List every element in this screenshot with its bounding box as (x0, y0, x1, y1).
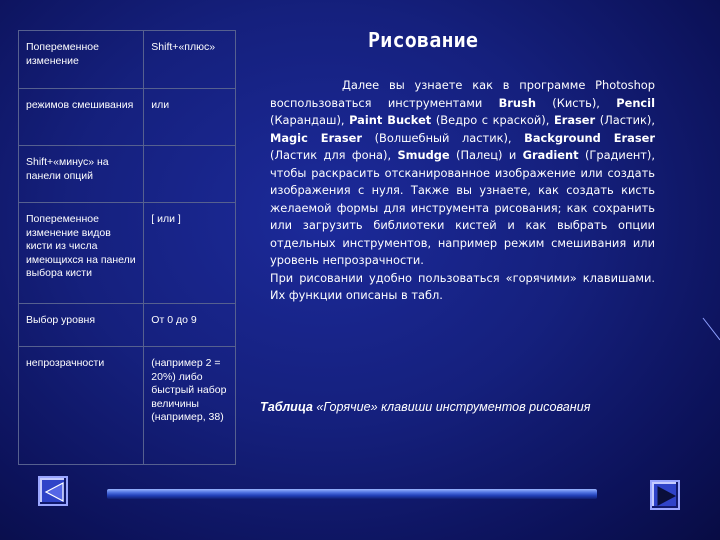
table-cell: [ или ] (144, 203, 236, 304)
table-cell: От 0 до 9 (144, 304, 236, 347)
tool-name: Magic Eraser (270, 130, 362, 145)
table-cell: Попеременное изменение видов кисти из числа имеющихся на панели выбора кисти (19, 203, 144, 304)
slide-paragraph (270, 77, 655, 305)
tool-name: Brush (498, 95, 536, 110)
table-row (19, 304, 236, 347)
paragraph-text: (Карандаш), (270, 113, 350, 127)
triangle-left-icon (43, 481, 65, 503)
table-row (19, 31, 236, 89)
paragraph-text: При рисовании удобно пользоваться «горячими» клавишами. Их функции описаны в табл. (270, 270, 655, 302)
table-caption (260, 400, 700, 414)
paragraph-text: (Ластик), (595, 113, 655, 127)
tool-name: Smudge (397, 148, 450, 162)
tool-name: Pencil (616, 95, 655, 110)
previous-slide-button[interactable] (38, 476, 68, 506)
table-cell: (например 2 = 20%) либо быстрый набор величины (например, 38) (144, 347, 236, 465)
table-cell (144, 146, 236, 203)
table-row (19, 146, 236, 203)
paragraph-text: Далее вы узнаете как в программе Photoshop воспользоваться инструментами (270, 78, 655, 110)
tool-name: Paint Bucket (349, 113, 432, 127)
tool-name: Background Eraser (524, 130, 655, 145)
table-cell: Попеременное изменение (19, 31, 144, 89)
table-cell: Shift+«минус» на панели опций (19, 146, 144, 203)
table-cell: непрозрачности (19, 347, 144, 465)
paragraph-text: (Градиент), чтобы раскрасить отсканированное изображение или создать изображения с нуля. Также вы узнаете, как создать кисть желаемой формы для инструмента рисования; как сохранить или загрузить библиотеки кистей и как выбрать опции отдельных инструментов, например режим смешивания или уровень непрозрачности. (270, 148, 655, 267)
table-cell: или (144, 89, 236, 146)
paragraph-text: (Ластик для фона), (270, 148, 398, 162)
paragraph-text: (Кисть), (535, 95, 617, 110)
slide-title: Рисование (368, 28, 479, 52)
table-cell: Выбор уровня (19, 304, 144, 347)
paragraph-text: (Волшебный ластик), (362, 130, 525, 145)
table-cell: режимов смешивания (19, 89, 144, 146)
hotkeys-table (18, 30, 236, 465)
table-row (19, 203, 236, 304)
paragraph-text: (Ведро с краской), (431, 113, 554, 127)
caption-label: Таблица (260, 400, 313, 414)
caption-text: «Горячие» клавиши инструментов рисования (312, 400, 591, 414)
table-row (19, 347, 236, 465)
tool-name: Eraser (553, 113, 596, 127)
tool-name: Gradient (522, 148, 579, 162)
table-cell: Shift+«плюс» (144, 31, 236, 89)
triangle-right-icon (655, 485, 677, 507)
table-row (19, 89, 236, 146)
next-slide-button[interactable] (650, 480, 680, 510)
paragraph-text: (Палец) и (449, 148, 523, 162)
progress-bar (107, 489, 597, 499)
